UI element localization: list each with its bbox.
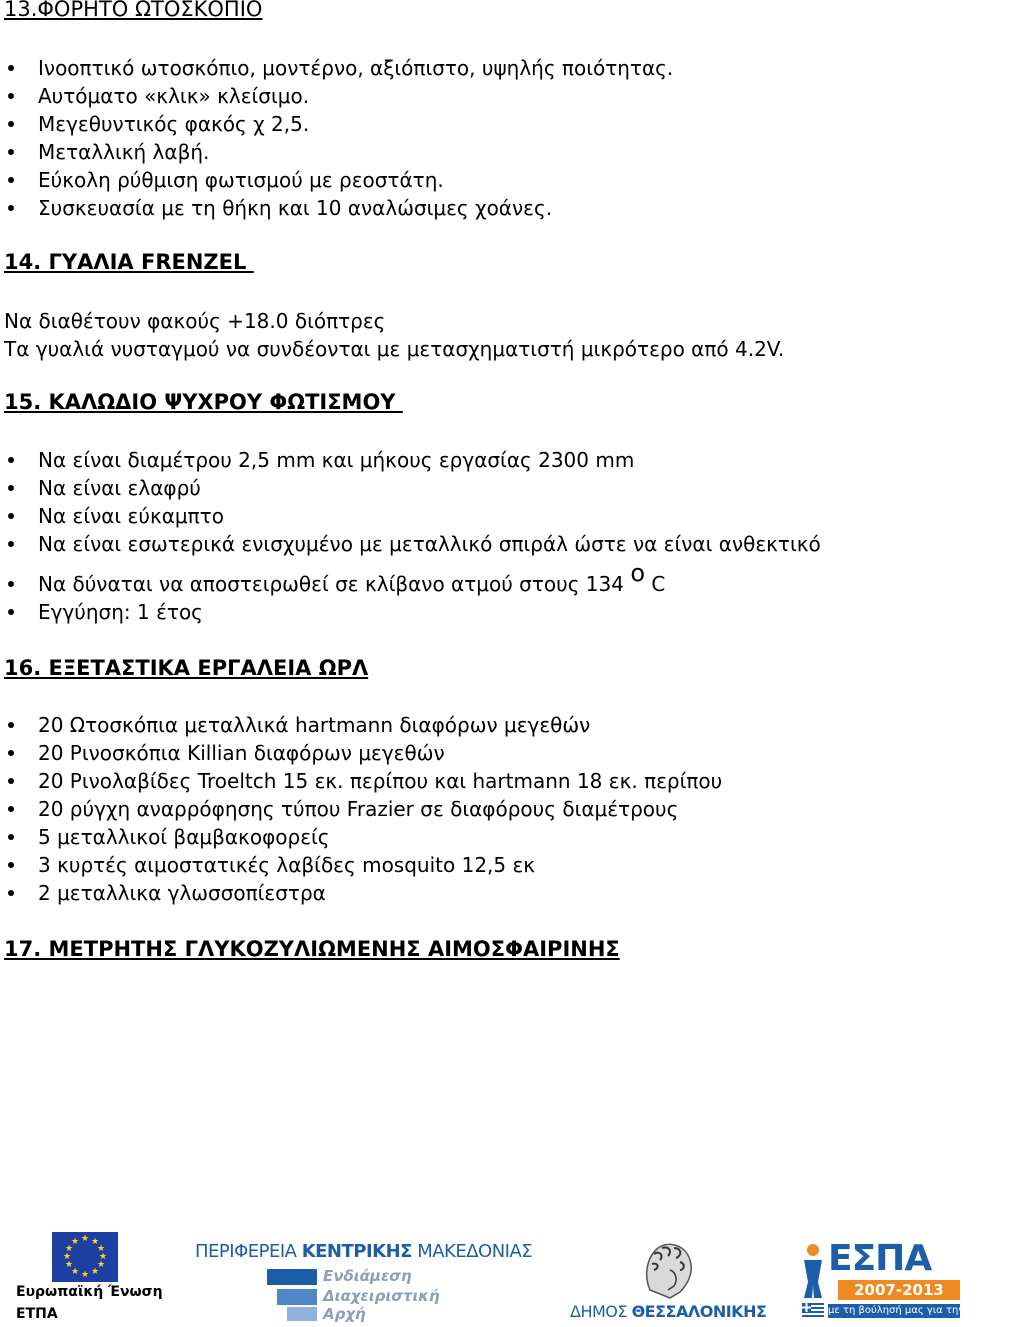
section-17-title: 17. ΜΕΤΡΗΤΗΣ ΓΛΥΚΟΖΥΛΙΩΜΕΝΗΣ ΑΙΜΟΣΦΑΙΡΙΝΗΣ (4, 937, 620, 961)
degree-superscript: ο (630, 559, 646, 587)
municipality-name: ΔΗΜΟΣ ΘΕΣΣΑΛΟΝΙΚΗΣ (570, 1302, 767, 1321)
list-item: Να είναι διαμέτρου 2,5 mm και μήκους εργασίας 2300 mm (0, 446, 821, 474)
authority-bar-icon (267, 1267, 317, 1287)
list-item-sterilization (0, 559, 666, 598)
authority-bar-icon (267, 1307, 317, 1327)
list-item: Ινοοπτικό ωτοσκόπιο, μοντέρνο, αξιόπιστο, υψηλής ποιότητας. (0, 54, 673, 82)
region-name: ΠΕΡΙΦΕΡΕΙΑ ΚΕΝΤΡΙΚΗΣ ΜΑΚΕΔΟΝΙΑΣ (195, 1241, 533, 1262)
list-item: Εύκολη ρύθμιση φωτισμού με ρεοστάτη. (0, 166, 673, 194)
espa-figure-icon (798, 1242, 828, 1300)
section-16-list (0, 711, 722, 907)
celsius-unit: C (645, 572, 666, 596)
alexander-head-icon (640, 1240, 696, 1300)
section-15-list-continued (0, 559, 666, 626)
list-item: Μεγεθυντικός φακός χ 2,5. (0, 110, 673, 138)
eu-label: Ευρωπαϊκή Ένωση (16, 1284, 163, 1300)
section-14-line-2: Τα γυαλιά νυσταγμού να συνδέονται με μετασχηματιστή μικρότερο από 4.2V. (4, 337, 785, 361)
list-item: Συσκευασία με τη θήκη και 10 αναλώσιμες χοάνες. (0, 194, 673, 222)
list-item: Να είναι εσωτερικά ενισχυμένο με μεταλλικό σπιράλ ώστε να είναι ανθεκτικό (0, 530, 821, 558)
eu-flag-icon: ★ ★ ★ ★ ★ ★ ★ ★ ★ ★ ★ ★ (52, 1232, 118, 1282)
section-15-title: 15. ΚΑΛΩΔΙΟ ΨΥΧΡΟΥ ΦΩΤΙΣΜΟΥ (4, 390, 403, 414)
list-item: 20 ρύγχη αναρρόφησης τύπου Frazier σε διαφόρους διαμέτρους (0, 795, 722, 823)
authority-line-3: Αρχή (323, 1305, 366, 1323)
sterilization-text: Να δύναται να αποστειρωθεί σε κλίβανο ατμού στους 134 (38, 572, 631, 596)
section-14-title: 14. ΓΥΑΛΙΑ FRENZEL (4, 250, 254, 274)
list-item-warranty: Εγγύηση: 1 έτος (0, 598, 665, 626)
espa-slogan: με τη βούλησή μας για την ανάπτυξη (828, 1305, 1016, 1316)
list-item: Μεταλλική λαβή. (0, 138, 673, 166)
eu-logo (16, 1228, 163, 1322)
section-15-list (0, 446, 821, 558)
list-item: 20 Ρινολαβίδες Troeltch 15 εκ. περίπου και hartmann 18 εκ. περίπου (0, 767, 722, 795)
section-16-title: 16. ΕΞΕΤΑΣΤΙΚΑ ΕΡΓΑΛΕΙΑ ΩΡΛ (4, 656, 369, 680)
authority-line-1: Ενδιάμεση (323, 1267, 412, 1285)
list-item: Αυτόματο «κλικ» κλείσιμο. (0, 82, 673, 110)
region-logo (195, 1241, 555, 1321)
list-item: Να είναι ελαφρύ (0, 474, 821, 502)
list-item: 5 μεταλλικοί βαμβακοφορείς (0, 823, 722, 851)
authority-bar-icon (267, 1287, 317, 1307)
list-item: 20 Ωτοσκόπια μεταλλικά hartmann διαφόρων μεγεθών (0, 711, 722, 739)
section-13-list (0, 54, 673, 222)
section-14-line-1: Να διαθέτουν φακούς +18.0 διόπτρες (4, 309, 386, 333)
list-item: Να είναι εύκαμπτο (0, 502, 821, 530)
greek-flag-icon (802, 1303, 824, 1319)
espa-logo (798, 1238, 1016, 1324)
espa-wordmark: ΕΣΠΑ (828, 1238, 932, 1279)
authority-line-2: Διαχειριστική (323, 1287, 440, 1305)
municipality-logo (570, 1240, 785, 1324)
list-item: 20 Ρινοσκόπια Killian διαφόρων μεγεθών (0, 739, 722, 767)
list-item: 3 κυρτές αιμοστατικές λαβίδες mosquito 12,5 εκ (0, 851, 722, 879)
section-13-title: 13.ΦΟΡΗΤΟ ΩΤΟΣΚΟΠΙΟ (4, 0, 263, 21)
espa-period: 2007-2013 (838, 1280, 960, 1300)
erdf-label: ΕΤΠΑ (16, 1306, 58, 1322)
list-item: 2 μεταλλικα γλωσσοπίεστρα (0, 879, 722, 907)
